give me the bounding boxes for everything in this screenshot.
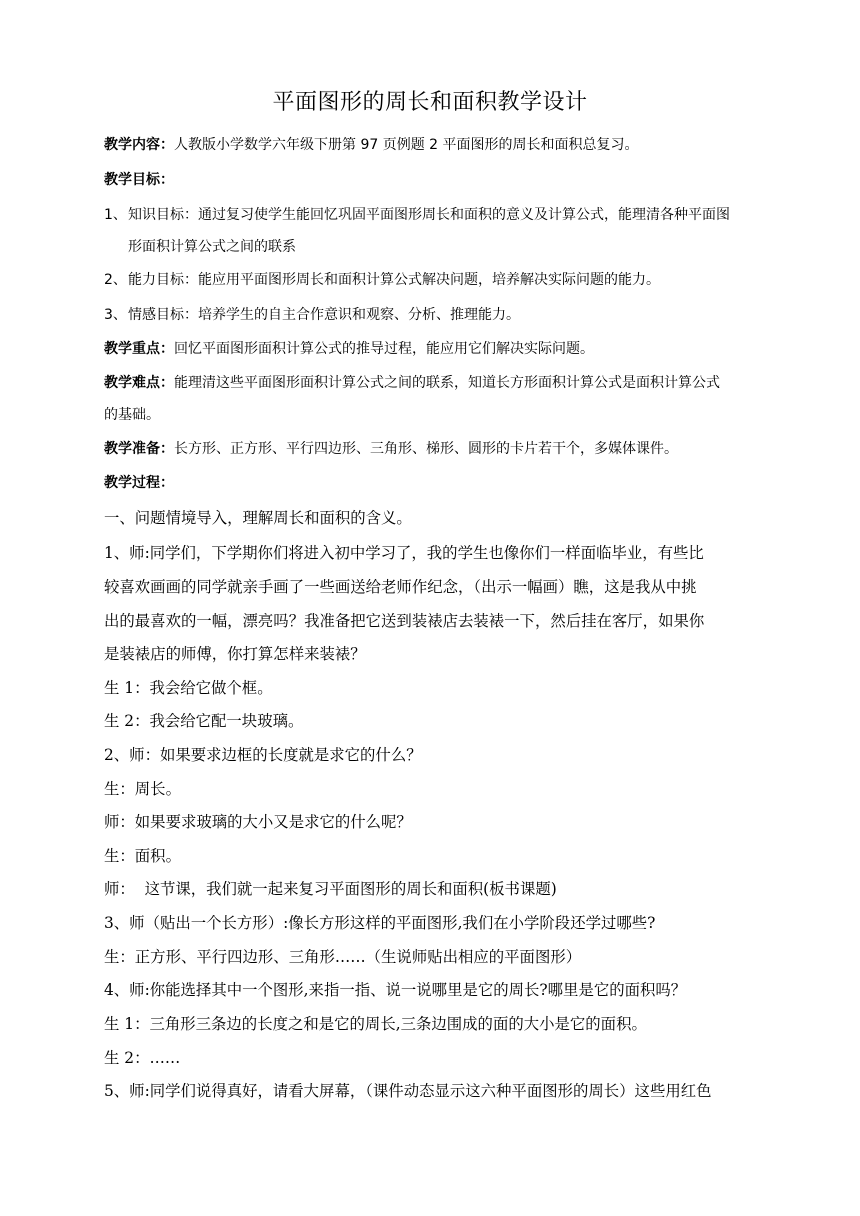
process-line: 4、师:你能选择其中一个图形,来指一指、说一说哪里是它的周长?哪里是它的面积吗？ bbox=[104, 981, 687, 999]
teaching-content bbox=[104, 135, 782, 155]
process-line: 5、师:同学们说得真好，请看大屏幕，（课件动态显示这六种平面图形的周长）这些用红色 bbox=[104, 1082, 712, 1100]
process-line: 生 2：我会给它配一块玻璃。 bbox=[104, 712, 304, 730]
process-line: 1、师:同学们，下学期你们将进入初中学习了，我的学生也像你们一样面临毕业，有些比 bbox=[104, 544, 704, 562]
objective-text: 情感目标：培养学生的自主合作意识和观察、分析、推理能力。 bbox=[128, 307, 520, 323]
objective-number: 3、 bbox=[104, 307, 127, 323]
process-line: 2、师：如果要求边框的长度就是求它的什么？ bbox=[104, 746, 422, 764]
process-line: 师：如果要求玻璃的大小又是求它的什么呢？ bbox=[104, 813, 412, 831]
objective-item-1 bbox=[104, 205, 782, 225]
difficulty-text: 能理清这些平面图形面积计算公式之间的联系，知道长方形面积计算公式是面积计算公式 bbox=[174, 375, 720, 391]
process-line: 生 1：三角形三条边的长度之和是它的周长,三条边围成的面的大小是它的面积。 bbox=[104, 1015, 647, 1033]
process-line: 出的最喜欢的一幅，漂亮吗？我准备把它送到装裱店去装裱一下，然后挂在客厅，如果你 bbox=[104, 612, 705, 630]
process-line: 生：周长。 bbox=[104, 780, 181, 798]
objectives-heading: 教学目标： bbox=[104, 172, 174, 188]
objective-text: 能力目标：能应用平面图形周长和面积计算公式解决问题，培养解决实际问题的能力。 bbox=[128, 272, 660, 288]
process-line: 师： 这节课，我们就一起来复习平面图形的周长和面积(板书课题) bbox=[104, 880, 557, 898]
preparation bbox=[104, 439, 782, 459]
difficulty-continued: 的基础。 bbox=[104, 407, 160, 423]
objective-item-1-continued: 形面积计算公式之间的联系 bbox=[128, 239, 296, 255]
key-point-text: 回忆平面图形面积计算公式的推导过程，能应用它们解决实际问题。 bbox=[174, 341, 594, 357]
preparation-label: 教学准备： bbox=[104, 441, 174, 457]
teaching-content-text: 人教版小学数学六年级下册第 97 页例题 2 平面图形的周长和面积总复习。 bbox=[174, 137, 639, 153]
key-point bbox=[104, 339, 782, 359]
process-line: 一、问题情境导入，理解周长和面积的含义。 bbox=[104, 509, 412, 527]
objective-number: 2、 bbox=[104, 272, 127, 288]
process-line: 较喜欢画画的同学就亲手画了一些画送给老师作纪念，（出示一幅画）瞧，这是我从中挑 bbox=[104, 578, 697, 596]
process-line: 生：正方形、平行四边形、三角形……（生说师贴出相应的平面图形） bbox=[104, 948, 582, 966]
objective-item-2 bbox=[104, 270, 782, 290]
difficulty-label: 教学难点： bbox=[104, 375, 174, 391]
process-line: 生：面积。 bbox=[104, 847, 181, 865]
process-line: 是装裱店的师傅，你打算怎样来装裱？ bbox=[104, 645, 366, 663]
key-point-label: 教学重点： bbox=[104, 341, 174, 357]
process-heading: 教学过程： bbox=[104, 475, 174, 491]
objective-number: 1、 bbox=[104, 207, 127, 223]
process-line: 生 2：…… bbox=[104, 1049, 181, 1067]
process-line: 生 1：我会给它做个框。 bbox=[104, 679, 273, 697]
difficulty bbox=[104, 373, 782, 393]
preparation-text: 长方形、正方形、平行四边形、三角形、梯形、圆形的卡片若干个，多媒体课件。 bbox=[174, 441, 678, 457]
process-line: 3、师（贴出一个长方形）:像长方形这样的平面图形,我们在小学阶段还学过哪些? bbox=[104, 914, 656, 932]
objective-item-3 bbox=[104, 305, 782, 325]
document-title: 平面图形的周长和面积教学设计 bbox=[272, 90, 588, 115]
teaching-content-label: 教学内容： bbox=[104, 137, 174, 153]
objective-text: 知识目标：通过复习使学生能回忆巩固平面图形周长和面积的意义及计算公式，能理清各种平面图 bbox=[128, 207, 730, 223]
